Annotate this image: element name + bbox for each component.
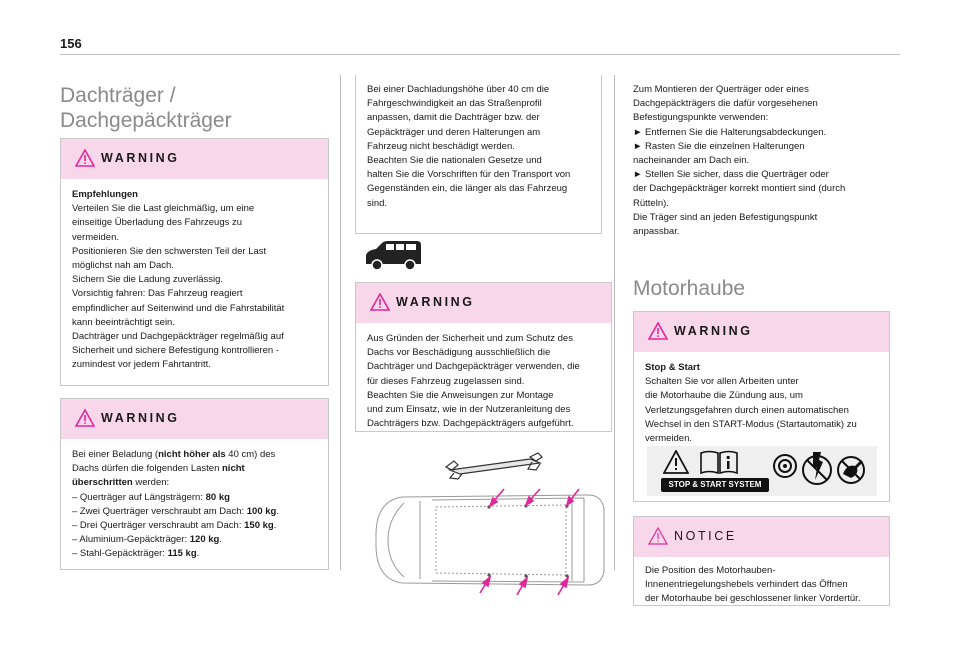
warning-triangle-icon	[370, 293, 390, 311]
notice-box-hood-release	[633, 516, 890, 606]
warning-triangle-icon	[75, 149, 95, 167]
notice-label: NOTICE	[674, 529, 737, 543]
info-text: Bei einer Dachladungshöhe über 40 cm die Fahrgeschwindigkeit an das Straßenprofil anpassen, damit die Dachträger bzw. der Gepäckträger und deren Halterungen am Fahrzeug nicht beschädigt werden. Beachten Sie die nationalen Gesetze und halten Sie die Vorschriften für den Transport von Gegenständen ein, die länger als das Fahrzeug sind.	[367, 84, 571, 209]
roof-mounting-points-diagram	[362, 445, 610, 605]
manual-book-icon	[699, 450, 739, 474]
list-item: – Zwei Querträger verschraubt am Dach: 100 kg.	[72, 505, 279, 517]
warning-label: WARNING	[396, 295, 475, 309]
crossbar-illustration	[446, 453, 542, 479]
stop-start-label-sticker	[647, 446, 877, 496]
warning-text: Empfehlungen Verteilen Sie die Last gleichmäßig, um eine einseitige Überladung des Fahrzeugs zu vermeiden. Positionieren Sie den schwersten Teil der Last möglichst nah am Dach. Sichern Sie die Ladung zuverlässig. Vorsichtig fahren: Das Fahrzeug reagiert empfindlicher auf Seitenwind und die Fahrstabilität kann beeinträchtigt sein. Dachträger und Dachgepäckträger regelmäßig auf Sicherheit und sichere Befestigung kontrollieren - zumindest vor jedem Fahrtantritt.	[72, 189, 285, 371]
warning-heading: Empfehlungen	[72, 189, 138, 200]
van-icon	[362, 240, 424, 272]
mounting-instructions: Zum Montieren der Querträger oder eines Dachgepäckträgers die dafür vorgesehenen Befestigungspunkte verwenden: ► Entfernen Sie die Halterungsabdeckungen. ► Rasten Sie die einzelnen Halterungen nacheinander am Dach ein. ► Stellen Sie sicher, dass die Querträger oder der Dachgepäckträger korrekt montiert sind (durch Rütteln). Die Träger sind an jeden Befestigungspunkt anpassbar.	[633, 84, 846, 238]
list-item: – Querträger auf Längsträgern: 80 kg	[72, 491, 230, 503]
warning-label: WARNING	[674, 324, 753, 338]
warning-box-approved-carriers	[355, 282, 612, 432]
warning-label: WARNING	[101, 411, 180, 425]
column-divider-left	[340, 75, 341, 570]
warning-triangle-icon	[75, 409, 95, 427]
warning-header	[61, 399, 328, 439]
warning-triangle-icon	[648, 322, 668, 340]
warning-box-stop-start	[633, 311, 890, 502]
warning-text: Stop & Start Schalten Sie vor allen Arbeiten unter die Motorhaube die Zündung aus, um Verletzungsgefahren durch einen automatischen Wechsel in den START-Modus (Startautomatik) zu vermeiden.	[645, 362, 857, 445]
warning-text: Bei einer Beladung (nicht höher als 40 cm) des Dachs dürfen die folgenden Lasten nicht überschritten werden: – Querträger auf Längsträgern: 80 kg – Zwei Querträger verschraubt am Dach: 100 kg. – Drei Querträger verschraubt am Dach: 150 kg. – Aluminium-Gepäckträger: 120 kg. – Stahl-Gepäckträger: 115 kg.	[61, 439, 328, 570]
header-rule	[60, 54, 900, 55]
section-title-dachtraeger: Dachträger / Dachgepäckträger	[60, 84, 232, 132]
list-item: – Drei Querträger verschraubt am Dach: 150 kg.	[72, 520, 277, 532]
column-divider-right	[614, 75, 615, 570]
warning-header	[634, 312, 889, 352]
warning-heading: Stop & Start	[645, 362, 700, 373]
warning-label: WARNING	[101, 151, 180, 165]
notice-header	[634, 517, 889, 557]
stop-start-pictograms	[771, 448, 871, 490]
notice-text: Die Position des Motorhauben- Innenentriegelungshebels verhindert das Öffnen der Motorhaube bei geschlossener linker Vordertür.	[645, 565, 861, 605]
warning-box-load-limits	[60, 398, 329, 570]
section-title-motorhaube: Motorhaube	[633, 277, 746, 300]
stop-start-system-badge: STOP & START SYSTEM	[661, 478, 769, 492]
mounting-points	[487, 504, 568, 577]
notice-triangle-icon	[648, 527, 668, 545]
vehicle-top-view	[376, 495, 604, 585]
list-item: – Stahl-Gepäckträger: 115 kg.	[72, 548, 200, 560]
warning-header	[61, 139, 328, 179]
caution-triangle-icon	[663, 450, 689, 474]
warning-text: Aus Gründen der Sicherheit und zum Schutz des Dachs vor Beschädigung ausschließlich die Dachträger und Dachgepäckträger verwenden, die für dieses Fahrzeug zugelassen sind. Beachten Sie die Anweisungen zur Montage und zum Einsatz, wie in der Nutzeranleitung des Dachträgers bzw. Dachgepäckträgers aufgeführt.	[367, 333, 580, 430]
page-number: 156	[60, 36, 82, 51]
info-box-speed	[355, 75, 602, 234]
warning-header	[356, 283, 611, 323]
warning-box-recommendations	[60, 138, 329, 386]
list-item: – Aluminium-Gepäckträger: 120 kg.	[72, 534, 222, 546]
